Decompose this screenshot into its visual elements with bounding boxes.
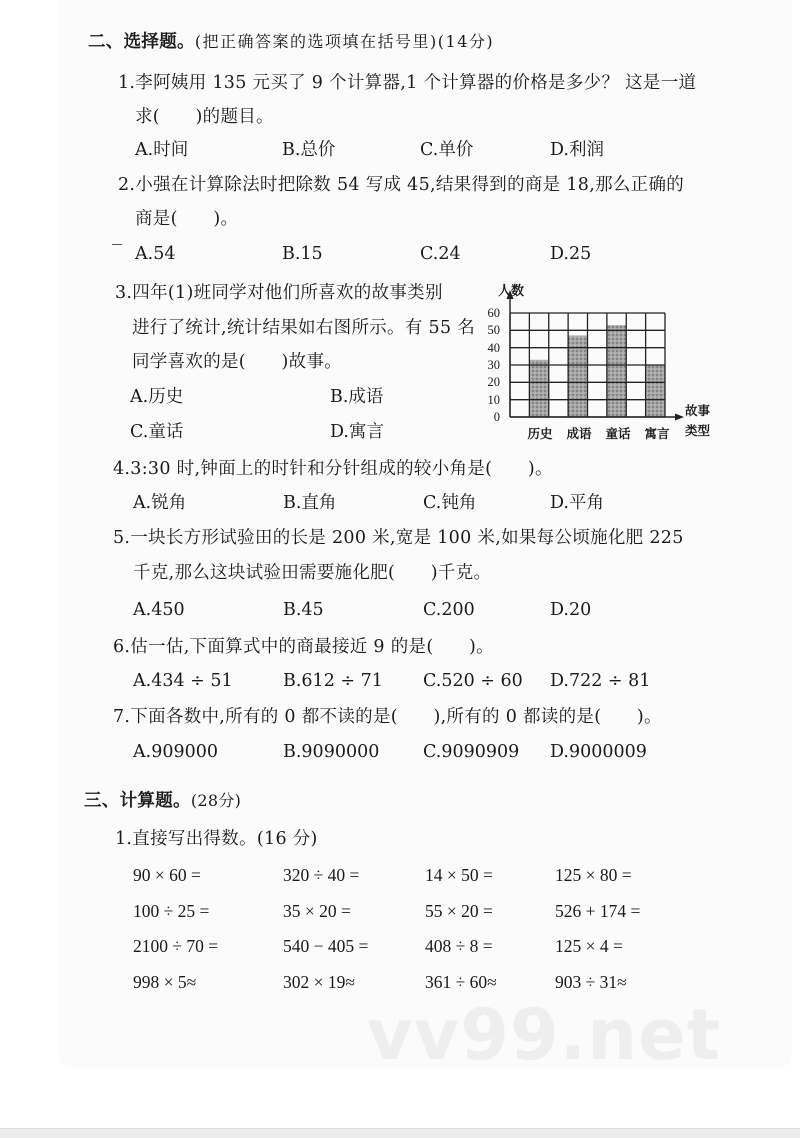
calc-problem: 361 ÷ 60≈ [425,972,497,992]
question-4-option-d: D.平角 [550,493,604,513]
question-7-line-1: 7.下面各数中,所有的 0 都不读的是( ),所有的 0 都读的是( )。 [113,707,662,727]
calc-problem: 14 × 50 = [425,865,493,885]
question-3-line-3: 同学喜欢的是( )故事。 [132,352,343,372]
question-3-line-1: 3.四年(1)班同学对他们所喜欢的故事类别 [115,283,443,303]
question-2-option-a: A.54 [135,244,176,264]
question-1-line-1: 1.李阿姨用 135 元买了 9 个计算器,1 个计算器的价格是多少？ 这是一道 [118,73,697,93]
question-3-option-c: C.童话 [130,422,184,442]
x-axis-title-line-2: 类型 [685,423,711,438]
calc-problem: 408 ÷ 8 = [425,936,493,956]
calc-problem: 125 × 80 = [555,865,632,885]
section-2-title: 二、选择题。 [88,32,195,52]
x-axis-title-line-1: 故事 [685,403,711,418]
chart-bar [646,365,665,417]
question-3-option-d: D.寓言 [330,422,384,442]
question-1-option-a: A.时间 [135,140,189,160]
story-type-bar-chart [480,278,710,448]
question-5-line-2: 千克,那么这块试验田需要施化肥( )千克。 [133,563,492,583]
watermark: vv99.net [367,994,722,1076]
question-1-line-2: 求( )的题目。 [135,107,274,127]
section-3-header [84,790,241,812]
question-5-line-1: 5.一块长方形试验田的长是 200 米,宽是 100 米,如果每公顷施化肥 225 [113,528,684,548]
y-tick-50: 50 [487,323,500,337]
calc-problem: 320 ÷ 40 = [283,865,360,885]
y-tick-30: 30 [487,358,500,372]
question-3-option-a: A.历史 [130,387,184,407]
question-7-option-d: D.9000009 [550,742,647,762]
section-3-note: (28分) [190,791,242,810]
question-4-option-c: C.钝角 [423,493,477,513]
calc-problem: 2100 ÷ 70 = [133,936,219,956]
x-tick-fable: 寓言 [644,426,670,441]
scan-mark [112,244,122,245]
question-5-option-b: B.45 [283,600,324,620]
question-2-option-d: D.25 [550,244,592,264]
question-1-option-b: B.总价 [282,140,336,160]
question-3-line-2: 进行了统计,统计结果如右图所示。有 55 名 [132,318,476,338]
question-6-option-a: A.434 ÷ 51 [133,671,233,691]
question-6-option-b: B.612 ÷ 71 [283,671,383,691]
question-2-option-c: C.24 [420,244,461,264]
question-2-line-2: 商是( )。 [135,209,239,229]
chart-bar [607,325,626,417]
calc-problem: 526 + 174 = [555,901,641,921]
calc-problem: 302 × 19≈ [283,972,355,992]
y-tick-0: 0 [493,410,500,424]
y-tick-10: 10 [487,393,500,407]
question-7-option-b: B.9090000 [283,742,380,762]
y-tick-60: 60 [487,306,500,320]
question-4-option-b: B.直角 [283,493,337,513]
calc-problem: 35 × 20 = [283,901,351,921]
question-6-option-c: C.520 ÷ 60 [423,671,523,691]
x-tick-history: 历史 [527,426,553,441]
section-3-title: 三、计算题。 [84,791,191,811]
calc-problem: 540 − 405 = [283,936,369,956]
question-5-option-c: C.200 [423,600,475,620]
calc-sub-1-title: 1.直接写出得数。(16 分) [115,829,318,849]
y-tick-20: 20 [487,375,500,389]
y-tick-40: 40 [487,341,500,355]
chart-bars [529,325,665,417]
section-2-header [88,31,494,53]
question-3-option-b: B.成语 [330,387,384,407]
question-6-option-d: D.722 ÷ 81 [550,671,651,691]
question-2-line-1: 2.小强在计算除法时把除数 54 写成 45,结果得到的商是 18,那么正确的 [118,175,685,195]
x-tick-idiom: 成语 [566,426,592,441]
question-5-option-d: D.20 [550,600,592,620]
question-6-line-1: 6.估一估,下面算式中的商最接近 9 的是( )。 [113,637,494,657]
calc-problem: 100 ÷ 25 = [133,901,210,921]
question-1-option-d: D.利润 [550,140,604,160]
calc-problem: 998 × 5≈ [133,972,197,992]
calc-problem: 125 × 4 = [555,936,623,956]
question-7-option-a: A.909000 [133,742,219,762]
calc-problem: 55 × 20 = [425,901,493,921]
chart-bar [529,360,548,417]
question-2-option-b: B.15 [282,244,323,264]
question-5-option-a: A.450 [133,600,185,620]
question-7-option-c: C.9090909 [423,742,520,762]
calc-problem: 90 × 60 = [133,865,201,885]
question-4-line-1: 4.3:30 时,钟面上的时针和分针组成的较小角是( )。 [113,459,553,479]
y-axis-title: 人数 [498,284,525,299]
calc-problem: 903 ÷ 31≈ [555,972,627,992]
question-4-option-a: A.锐角 [133,493,187,513]
chart-grid [480,278,710,448]
question-1-option-c: C.单价 [420,140,474,160]
section-2-note: (把正确答案的选项填在括号里)(14分) [194,32,495,51]
x-tick-fairy-tale: 童话 [605,426,631,441]
